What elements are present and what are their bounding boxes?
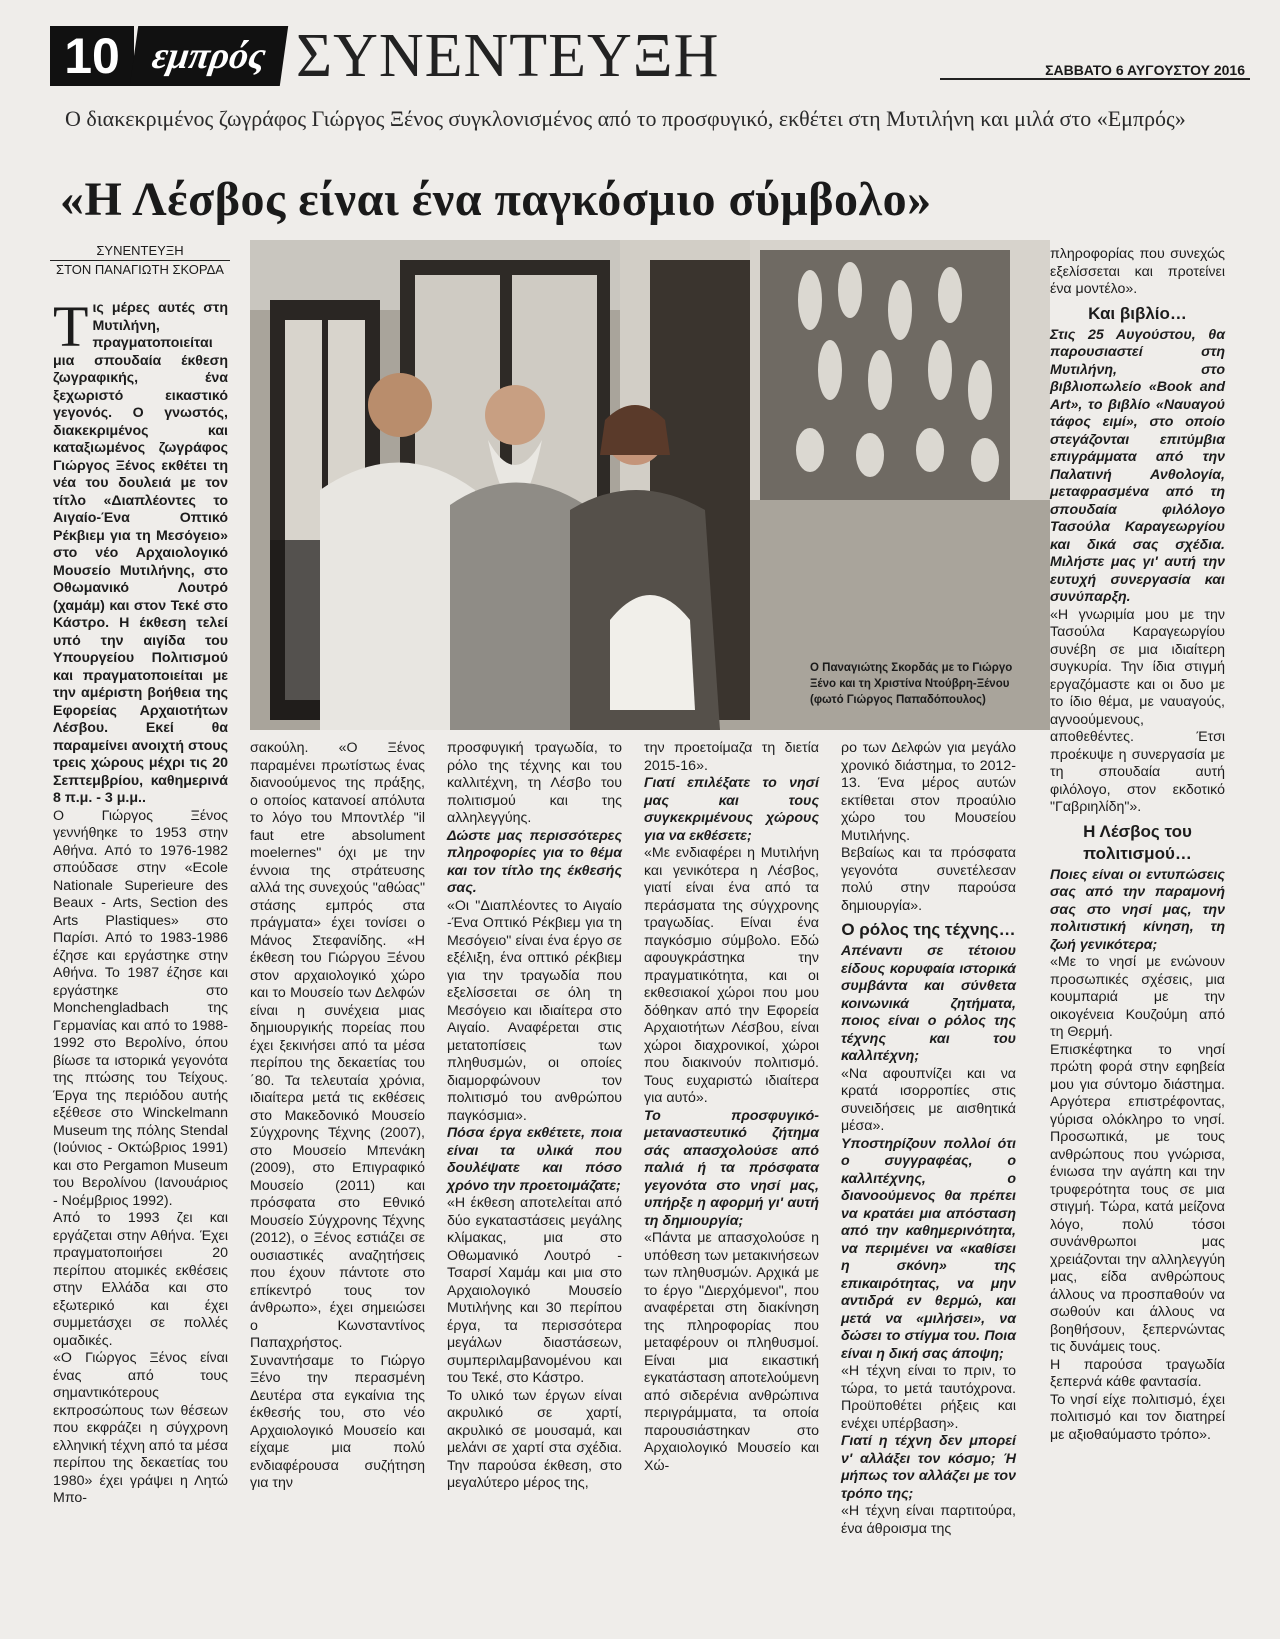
subheading: Η Λέσβος του πολιτισμού…: [1083, 821, 1192, 863]
interview-answer: «Με ενδιαφέρει η Μυτιλήνη και γενικότερα η Λέσβος, γιατί είναι ένα από τα περάσματα της σύγχρονης τραγωδίας. Είναι ένα παγκόσμιο σύμβολο. Εδώ αφουγκράστηκα την πραγματικότητα, και οι εκθεσιακοί χώροι που μου δόθηκαν από την Εφορεία Αρχαιοτήτων Λέσβου, είναι χώροι διαχρονικοί, χώροι που διακινούν πολιτισμό. Τους ευχαριστώ ιδιαίτερα για αυτό».: [644, 845, 819, 1106]
column-2: [250, 740, 425, 1493]
interview-question: Γιατί επιλέξατε το νησί μας και τους συγκεκριμένους χώρους για να εκθέσετε;: [644, 775, 819, 844]
interview-question: Δώστε μας περισσότερες πληροφορίες για το θέμα και τον τίτλο της έκθεσής σας.: [447, 827, 622, 896]
column-3: [447, 740, 622, 1493]
header-rule: [940, 78, 1250, 80]
interview-answer: «Πάντα με απασχολούσε η υπόθεση των μετακινήσεων των πληθυσμών. Αρχικά με το έργο "Διερχόμενοι", που αναφέρεται στη διακίνηση της πληροφορίας που μεταφέρουν οι πληθυσμοί. Είναι μια εικαστική εγκατάσταση αποτελούμενη από σιδερένια ανθρώπινα περιγράμματα, τα οποία παρουσιάστηκαν στο Αρχαιολογικό Μουσείο και Χώ-: [644, 1230, 819, 1474]
byline-author: ΣΤΟΝ ΠΑΝΑΓΙΩΤΗ ΣΚΟΡΔΑ: [50, 260, 230, 279]
interview-answer: «Να αφουπνίζει και να κρατά ισορροπίες στις συνειδήσεις με αισθητικά μέσα».: [841, 1065, 1016, 1134]
photo-caption: Ο Παναγιώτης Σκορδάς με το Γιώργο Ξένο και τη Χριστίνα Ντούβρη-Ξένου (φωτό Γιώργος Παπαδόπουλος): [810, 662, 1013, 706]
interview-question: Στις 25 Αυγούστου, θα παρουσιαστεί στη Μυτιλήνη, στο βιβλιοπωλείο «Book and Art», το βιβλίο «Ναυαγού τάφος ειμί», στο οποίο στεγάζονται επιτύμβια επιγράμματα από την Παλατινή Ανθολογία, μεταφρασμένα από τη σπουδαία φιλόλογο Τασούλα Καραγεωργίου και δικά σας σχέδια. Μιλήστε μας γι' αυτή την ευτυχή συνεργασία και συνύπαρξη.: [1050, 326, 1225, 605]
intro-paragraph: ις μέρες αυτές στη Μυτιλήνη, πραγματοποιείται μια σπουδαία έκθεση ζωγραφικής, ένα ξεχωριστό εικαστικό γεγονός. Ο γνωστός, διακεκριμένος και καταξιωμένος ζωγράφος Γιώργος Ξένος εκθέτει τη νέα του δουλειά με τον τίτλο «Διαπλέοντες το Αιγαίο-Ένα Οπτικό Ρέκβιεμ για τη Μεσόγειο» στο νέο Αρχαιολογικό Μουσείο Μυτιλήνης, στο Οθωμανικό Λουτρό (χαμάμ) και στον Τεκέ στο Κάστρο. Η έκθεση τελεί υπό την αιγίδα του Υπουργείου Πολιτισμού και πραγματοποιείται με την αμέριστη βοήθεια της Εφορείας Αρχαιοτήτων Λέσβου. Εκεί θα παραμείνει ανοιχτή στους τρεις χώρους μέχρι τις 20 Σεπτεμβρίου, καθημερινά 8 π.μ. - 3 μ.μ..: [53, 300, 228, 806]
biography-paragraph-2: Από το 1993 ζει και εργάζεται στην Αθήνα. Έχει πραγματοποιήσει 20 περίπου ατομικές εκθέσεις στην Ελλάδα και στο εξωτερικό και έχει συμμετάσχει σε πολλές ομαδικές.: [53, 1210, 228, 1349]
column-5: [841, 740, 1016, 1538]
interview-answer: Επισκέφτηκα το νησί πρώτη φορά στην εφηβεία μου για σύντομο διάστημα. Αργότερα επιστρέφοντας, γύρισα ολόκληρο το νησί. Προσωπικά, με τους ανθρώπους που γνώρισα, ένιωσα την αγάπη και την τρυφερότητα τους σε μια στιγμή. Τώρα, κατά μείζονα λόγο, πολύ τόσοι συνάνθρωποι μας χρειάζονται την αλληλεγγύη μας, είδα ανθρώπους άλλους να προσπαθούν να σωθούν και άλλους να βοηθήσουν, ξεπερνώντας τις δυνάμεις τους.: [1050, 1041, 1225, 1355]
interview-answer: «Η έκθεση αποτελείται από δύο εγκαταστάσεις μεγάλης κλίμακας, μια στο Οθωμανικό Λουτρό - Τσαρσί Χαμάμ και μια στο Αρχαιολογικό Μουσείο Μυτιλήνης και 30 περίπου έργα, τα περισσότερα μεγάλων διαστάσεων, συμπεριλαμβανομένου και του Τεκέ, στο Κάστρο.: [447, 1195, 622, 1386]
article-photo: [250, 240, 1050, 730]
interview-answer: «Με το νησί με ενώνουν προσωπικές σχέσεις, μια κουμπαριά με την οικογένεια Κουζούμη από τη Θερμή.: [1050, 954, 1225, 1040]
article-headline: «Η Λέσβος είναι ένα παγκόσμιο σύμβολο»: [60, 173, 932, 226]
interview-question: Το προσφυγικό-μεταναστευτικό ζήτημα σάς απασχολούσε από παλιά ή τα πρόσφατα γεγονότα στο νησί μας, υπήρξε η αφορμή γι' αυτή τη δημιουργία;: [644, 1107, 819, 1229]
newspaper-logo: εμπρός: [130, 26, 288, 86]
interview-question: Απέναντι σε τέτοιου είδους κορυφαία ιστορικά συμβάντα και σύνθετα κοινωνικά ζητήματα, ποιος είναι ο ρόλος της τέχνης και του καλλιτέχνη;: [841, 943, 1016, 1064]
interview-answer: πληροφορίας που συνεχώς εξελίσσεται και προτείνει ένα μοντέλο».: [1050, 246, 1225, 297]
interview-answer: την προετοίμαζα τη διετία 2015-16».: [644, 740, 819, 774]
interview-answer: Το νησί είχε πολιτισμό, έχει πολιτισμό και τον διατηρεί με αξιοθαύμαστο τρόπο».: [1050, 1391, 1225, 1443]
masthead: [50, 22, 1200, 92]
subheading: Και βιβλίο…: [1088, 303, 1187, 323]
subheading: Ο ρόλος της τέχνης…: [841, 920, 1016, 939]
interview-answer: ρο των Δελφών για μεγάλο χρονικό διάστημα, το 2012- 13. Ένα μέρος αυτών εκτίθεται στον προαύλιο χώρο του Μουσείου Μυτιλήνης.: [841, 740, 1016, 844]
section-title: ΣΥΝΕΝΤΕΥΞΗ: [296, 22, 720, 90]
interview-question: Γιατί η τέχνη δεν μπορεί ν' αλλάξει τον κόσμο; Ή μήπως τον αλλάζει με τον τρόπο της;: [841, 1433, 1016, 1502]
interview-question: Ποιες είναι οι εντυπώσεις σας από την παραμονή σας στο νησί μας, την πολιτιστική κίνηση, τη ζωή γενικότερα;: [1050, 866, 1225, 953]
interview-answer: Βεβαίως και τα πρόσφατα γεγονότα συνετέλεσαν πολύ στην παρούσα δημιουργία».: [841, 845, 1016, 914]
interview-answer: «Η τέχνη είναι παρτιτούρα, ένα άθροισμα της: [841, 1503, 1016, 1537]
column-1: [53, 294, 228, 1508]
interview-question: Υποστηρίζουν πολλοί ότι ο συγγραφέας, ο καλλιτέχνης, ο διανοούμενος θα πρέπει να κρατάει μια απόσταση από την καθημερινότητα, να περιμένει να «καθίσει η σκόνη» της επικαιρότητας, να μην αντιδρά εν θερμώ, και μετά να «μιλήσει», να δώσει το στίγμα του. Ποια είναι η δική σας άποψη;: [841, 1135, 1016, 1362]
interview-question: Πόσα έργα εκθέτετε, ποια είναι τα υλικά που δουλέψατε και πόσο χρόνο την προετοιμάζατε;: [447, 1125, 622, 1194]
paragraph: προσφυγική τραγωδία, το ρόλο της τέχνης και του καλλιτέχνη, τη Λέσβο του πολιτισμού και της αλληλεγγύης.: [447, 740, 622, 826]
article-lead: Ο διακεκριμένος ζωγράφος Γιώργος Ξένος συγκλονισμένος από το προσφυγικό, εκθέτει στη Μυτιλήνη και μιλά στο «Εμπρός»: [65, 106, 1186, 131]
byline-label: ΣΥΝΕΝΤΕΥΞΗ: [96, 243, 184, 258]
interview-answer: «Οι "Διαπλέοντες το Αιγαίο -Ένα Οπτικό Ρέκβιεμ για τη Μεσόγειο" είναι ένα έργο σε εξέλιξη, ένα οπτικό ρέκβιεμ για την τραγωδία που εξελίσσεται σε όλη τη Μεσόγειο και ιδιαίτερα στο Αιγαίο. Αναφέρεται στις μετατοπίσεις των πληθυσμών, οι οποίες διαμορφώνουν τον πολιτισμό του ανθρώπου παγκόσμια».: [447, 897, 622, 1124]
page-number: 10: [50, 26, 134, 86]
byline: [50, 242, 230, 279]
review-quotes: σακούλη. «Ο Ξένος παραμένει πρωτίστως ένας διανοούμενος της πράξης, ο οποίος κατανοεί απόλυτα το λόγο του Μποντλέρ "il faut etre absolument moelernes" όχι με την έννοια της στράτευσης αλλά της συνεχούς "αθώας" στάσης εμπρός στα πράγματα» έχει τονίσει ο Μάνος Στεφανίδης. «Η έκθεση του Γιώργου Ξένου στον αρχαιολογικό χώρο και το Μουσείο των Δελφών είναι η συνέχεια μιας δημιουργικής πορείας που έχει ξεκινήσει από τα μέσα περίπου της δεκαετίας του ΄80. Τα τελευταία χρόνια, ιδιαίτερα μετά τις εκθέσεις στο Μακεδονικό Μουσείο Σύγχρονης Τέχνης (2007), στο Μουσείο Μπενάκη (2009), στο Επιγραφικό Μουσείο (2011) και πρόσφατα στο Εθνικό Μουσείο Σύγχρονης Τέχνης (2012), ο Ξένος εστιάζει σε ουσιαστικές αναζητήσεις που έχουν πάντοτε στο επίκεντρό τους τον άνθρωπο», έχει σημειώσει ο Κωνσταντίνος Παπαχρήστος.: [250, 740, 425, 1351]
interview-answer: Η παρούσα τραγωδία ξεπερνά κάθε φαντασία.: [1050, 1356, 1225, 1390]
drop-cap: Τ: [53, 294, 89, 359]
photo-illustration: [250, 240, 1050, 730]
interview-answer: «Η γνωριμία μου με την Τασούλα Καραγεωργίου συνέβη σε μια ιδιαίτερη συγκυρία. Την ίδια στιγμή εργαζόμαστε και οι δυο με το ίδιο θέμα, με ναυαγούς, αγνοούμενους, αποθεθέντες. Έτσι προέκυψε η συνεργασία με τη σπουδαία αυτή φιλόλογο, στον εκδοτικό "Γαβριηλίδη"».: [1050, 606, 1225, 815]
meeting-paragraph: Συναντήσαμε το Γιώργο Ξένο την περασμένη Δευτέρα στα εγκαίνια της έκθεσής του, στο νέο Αρχαιολογικό Μουσείο και είχαμε μια πολύ ενδιαφέρουσα συζήτηση για την: [250, 1352, 425, 1491]
column-6: [1050, 246, 1225, 1444]
interview-answer: Το υλικό των έργων είναι ακρυλικό σε χαρτί, ακρυλικό σε μουσαμά, και μελάνι σε χαρτί στα σχέδια. Την παρούσα έκθεση, στο μεγαλύτερο μέρος της,: [447, 1387, 622, 1491]
column-4: [644, 740, 819, 1475]
issue-date: ΣΑΒΒΑΤΟ 6 ΑΥΓΟΥΣΤΟΥ 2016: [1045, 62, 1245, 78]
quote-paragraph: «Ο Γιώργος Ξένος είναι ένας από τους σημαντικότερους εκπροσώπους των θέσεων που εκφράζει η σύγχρονη ελληνική τέχνη από τα μέσα περίπου της δεκαετίας του 1980» έχει γράψει η Λητώ Μπο-: [53, 1350, 228, 1506]
biography-paragraph: Ο Γιώργος Ξένος γεννήθηκε το 1953 στην Αθήνα. Από το 1976-1982 σπούδασε στην «Ecole Nationale Superieure des Beaux - Arts, Section des Arts Plastiques» στο Παρίσι. Από το 1983-1986 έζησε και εργάστηκε στην Αθήνα. Το 1987 έζησε και εργάστηκε στο Monchengladbach της Γερμανίας και από το 1988-1992 στο Βερολίνο, όπου βίωσε τα ιστορικά γεγονότα της πτώσης του Τείχους. Έργα της περιόδου αυτής εξέθεσε στο Winckelmann Museum της πόλης Stendal (Ιούνιος - Οκτώβριος 1991) και στο Pergamon Museum του Βερολίνου (Ιανουάριος - Νοέμβριος 1992).: [53, 807, 228, 1209]
interview-answer: «Η τέχνη είναι το πριν, το τώρα, το μετά ταυτόχρονα. Προϋποθέτει ρήξεις και ενέχει υπέρβαση».: [841, 1363, 1016, 1432]
